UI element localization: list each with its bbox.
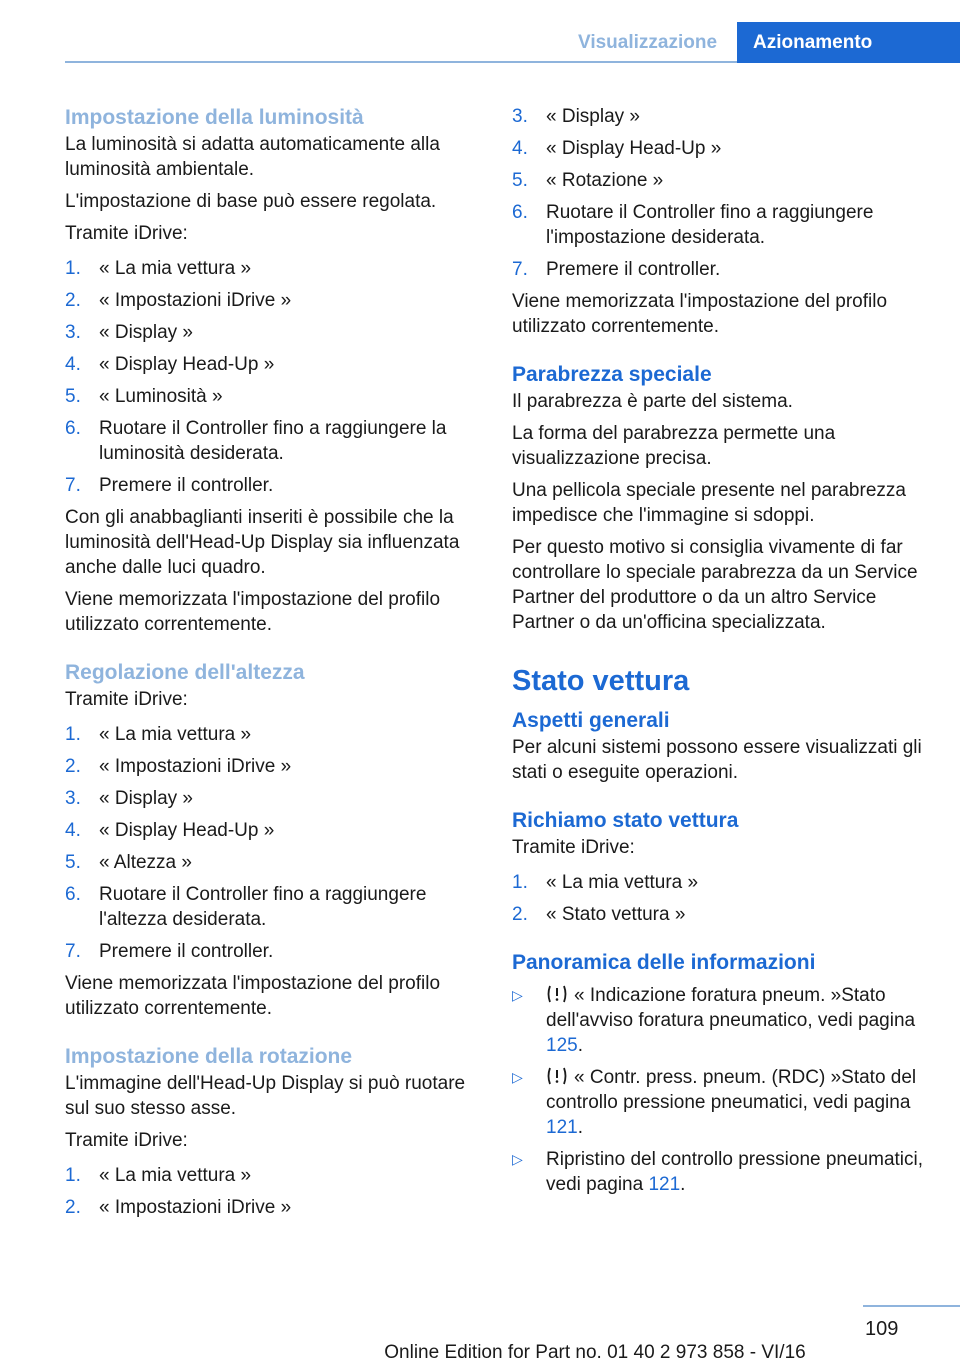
- chapter-title-stato-vettura: Stato vettura: [512, 665, 690, 697]
- list-item: 6. Ruotare il Controller fino a raggiungere l'altezza desiderata.: [65, 884, 427, 930]
- tab-visualizzazione[interactable]: Visualizzazione: [577, 32, 718, 53]
- section-title-panoramica: Panoramica delle informazioni: [512, 951, 816, 974]
- edition-note: Online Edition for Part no. 01 40 2 973 858 - VI/16: [384, 1342, 806, 1362]
- list-item: 6. Ruotare il Controller fino a raggiungere l'impostazione desiderata.: [512, 202, 874, 248]
- list-item: 7. Premere il controller.: [512, 259, 721, 280]
- paragraph: Tramite iDrive:: [65, 1130, 188, 1151]
- list-item: 7. Premere il controller.: [65, 941, 274, 962]
- steps-richiamo: [512, 870, 932, 927]
- footer-rule: [863, 1305, 960, 1307]
- list-item: 1. « La mia vettura »: [65, 724, 252, 745]
- bullet-marker: ▷: [512, 1151, 523, 1167]
- section-title-aspetti-generali: Aspetti generali: [512, 709, 670, 732]
- tab-azionamento[interactable]: Azionamento: [737, 22, 960, 63]
- list-item: 6. Ruotare il Controller fino a raggiungere la luminosità desiderata.: [65, 418, 447, 464]
- paragraph: Tramite iDrive:: [65, 223, 188, 244]
- list-item: ▷ « Indicazione foratura pneum. »Stato dell'avviso foratura pneumatico, vedi pagina 125.: [512, 985, 916, 1056]
- paragraph: L'immagine dell'Head-Up Display si può ruotare sul suo stesso asse.: [65, 1073, 466, 1119]
- paragraph: Viene memorizzata l'impostazione del profilo utilizzato correntemente.: [512, 291, 888, 337]
- list-item: ▷ Ripristino del controllo pressione pneumatici, vedi pagina 121.: [512, 1149, 924, 1195]
- paragraph: Viene memorizzata l'impostazione del profilo utilizzato correntemente.: [65, 589, 441, 635]
- list-item: 2. « Impostazioni iDrive »: [65, 290, 292, 311]
- list-item: 3. « Display »: [512, 106, 640, 127]
- paragraph: Per questo motivo si consiglia vivamente di far controllare lo speciale parabrezza da un Service Partner del produttore o da un altro Service Partner o da un'officina specializzata.: [512, 537, 918, 633]
- section-title-parabrezza: Parabrezza speciale: [512, 363, 712, 386]
- list-item: 5. « Luminosità »: [65, 386, 223, 407]
- paragraph: Una pellicola speciale presente nel parabrezza impedisce che l'immagine si sdoppi.: [512, 480, 906, 526]
- steps-altezza: [65, 722, 485, 964]
- paragraph: Con gli anabbaglianti inseriti è possibile che la luminosità dell'Head-Up Display sia influenzata anche dalle luci quadro.: [65, 507, 460, 578]
- section-title-altezza: Regolazione dell'altezza: [65, 661, 305, 684]
- steps-rotazione-cont: [512, 104, 932, 282]
- page-link-121[interactable]: 121: [648, 1174, 681, 1195]
- paragraph: La forma del parabrezza permette una visualizzazione precisa.: [512, 423, 836, 469]
- list-item: 1. « La mia vettura »: [65, 258, 252, 279]
- list-item: 4. « Display Head-Up »: [65, 354, 275, 375]
- list-item: 1. « La mia vettura »: [512, 872, 699, 893]
- section-title-richiamo: Richiamo stato vettura: [512, 809, 739, 832]
- tire-warning-icon: [546, 984, 568, 1004]
- page-number: 109: [865, 1318, 899, 1340]
- section-title-luminosita: Impostazione della luminosità: [65, 106, 364, 129]
- list-item: 7. Premere il controller.: [65, 475, 274, 496]
- list-item: 1. « La mia vettura »: [65, 1165, 252, 1186]
- steps-luminosita: [65, 256, 485, 498]
- paragraph: Il parabrezza è parte del sistema.: [512, 391, 793, 412]
- steps-rotazione: [65, 1163, 485, 1220]
- tire-pressure-icon: [546, 1066, 568, 1086]
- list-item: ▷ « Contr. press. pneum. (RDC) »Stato del controllo pressione pneumatici, vedi pagina 121.: [512, 1067, 917, 1138]
- list-item: 5. « Rotazione »: [512, 170, 664, 191]
- left-column: [65, 100, 485, 1227]
- list-item: 4. « Display Head-Up »: [512, 138, 722, 159]
- paragraph: Viene memorizzata l'impostazione del profilo utilizzato correntemente.: [65, 973, 441, 1019]
- paragraph: Per alcuni sistemi possono essere visualizzati gli stati o eseguite operazioni.: [512, 737, 922, 783]
- list-item: 2. « Impostazioni iDrive »: [65, 756, 292, 777]
- list-item: 2. « Stato vettura »: [512, 904, 686, 925]
- right-column: [512, 100, 932, 1204]
- bullet-marker: ▷: [512, 1069, 523, 1085]
- list-item: 5. « Altezza »: [65, 852, 192, 873]
- paragraph: La luminosità si adatta automaticamente alla luminosità ambientale.: [65, 134, 440, 180]
- paragraph: Tramite iDrive:: [512, 837, 635, 858]
- bullet-marker: ▷: [512, 987, 523, 1003]
- list-item: 4. « Display Head-Up »: [65, 820, 275, 841]
- paragraph: Tramite iDrive:: [65, 689, 188, 710]
- list-item: 3. « Display »: [65, 322, 193, 343]
- page-link-121[interactable]: 121: [546, 1117, 578, 1138]
- info-bullets: [512, 983, 932, 1197]
- section-title-rotazione: Impostazione della rotazione: [65, 1045, 353, 1068]
- page-link-125[interactable]: 125: [546, 1035, 578, 1056]
- paragraph: L'impostazione di base può essere regolata.: [65, 191, 437, 212]
- list-item: 2. « Impostazioni iDrive »: [65, 1197, 292, 1218]
- list-item: 3. « Display »: [65, 788, 193, 809]
